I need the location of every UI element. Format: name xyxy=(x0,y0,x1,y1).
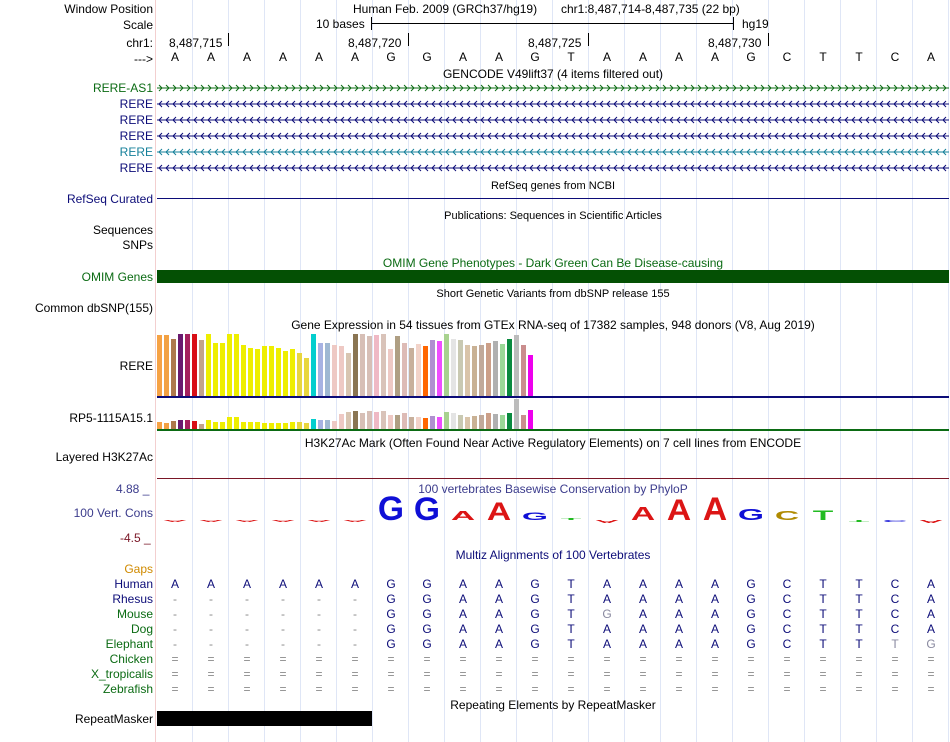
multiz-base: G xyxy=(530,577,540,591)
multiz-base: A xyxy=(638,577,647,591)
gencode-item-label[interactable]: RERE-AS1 xyxy=(92,81,153,95)
multiz-base: = xyxy=(387,682,395,696)
gencode-item-label[interactable]: RERE xyxy=(119,161,153,175)
multiz-base: C xyxy=(890,622,900,636)
multiz-base: = xyxy=(855,667,863,681)
multiz-base: A xyxy=(494,577,503,591)
multiz-base: = xyxy=(639,682,647,696)
multiz-base: C xyxy=(890,607,900,621)
multiz-base: - xyxy=(173,622,177,636)
multiz-base: A xyxy=(458,592,467,606)
conservation-base: A xyxy=(234,519,260,523)
multiz-base: - xyxy=(209,622,213,636)
multiz-base: G xyxy=(746,592,756,606)
multiz-base: A xyxy=(638,607,647,621)
multiz-base: - xyxy=(317,607,321,621)
conservation-base: T xyxy=(848,519,870,523)
multiz-base: A xyxy=(926,622,935,636)
multiz-species-label[interactable]: Rhesus xyxy=(112,592,153,606)
reference-base: A xyxy=(458,50,467,64)
reference-base: A xyxy=(206,50,215,64)
conservation-track-label[interactable]: 100 Vert. Cons xyxy=(73,506,153,520)
multiz-species-label[interactable]: Chicken xyxy=(109,652,153,666)
gtex-track-title: Gene Expression in 54 tissues from GTEx RNA-seq of 17382 samples, 948 donors (V8, Aug 2019) xyxy=(291,318,815,332)
multiz-base: - xyxy=(317,637,321,651)
reference-base: G xyxy=(746,50,756,64)
multiz-base: A xyxy=(602,592,611,606)
multiz-base: A xyxy=(602,622,611,636)
multiz-base: - xyxy=(245,607,249,621)
multiz-base: A xyxy=(674,577,683,591)
multiz-base: = xyxy=(351,652,359,666)
multiz-base: G xyxy=(422,622,432,636)
multiz-base: G xyxy=(926,637,936,651)
conservation-base: A xyxy=(666,492,692,527)
multiz-base: A xyxy=(458,577,467,591)
multiz-species-label[interactable]: Elephant xyxy=(105,637,153,651)
multiz-base: = xyxy=(279,652,287,666)
multiz-base: T xyxy=(567,577,575,591)
multiz-base: - xyxy=(209,637,213,651)
multiz-base: - xyxy=(209,592,213,606)
reference-base: A xyxy=(170,50,179,64)
multiz-base: - xyxy=(173,592,177,606)
conservation-base: T xyxy=(560,517,582,521)
multiz-base: = xyxy=(747,667,755,681)
reference-base: A xyxy=(674,50,683,64)
multiz-base: T xyxy=(819,607,827,621)
conservation-min-label: -4.5 _ xyxy=(120,531,151,545)
multiz-base: = xyxy=(891,667,899,681)
multiz-base: = xyxy=(243,682,251,696)
multiz-base: - xyxy=(209,607,213,621)
multiz-base: = xyxy=(675,682,683,696)
multiz-base: A xyxy=(926,607,935,621)
multiz-base: = xyxy=(207,652,215,666)
conservation-base: C xyxy=(882,519,908,523)
assembly-name: Human Feb. 2009 (GRCh37/hg19) xyxy=(353,2,538,16)
reference-base: A xyxy=(242,50,251,64)
multiz-base: = xyxy=(675,667,683,681)
multiz-base: = xyxy=(459,682,467,696)
multiz-base: - xyxy=(353,637,357,651)
conservation-track-title: 100 vertebrates Basewise Conservation by PhyloP xyxy=(418,482,688,496)
multiz-base: = xyxy=(891,682,899,696)
repeatmasker-track-label[interactable]: RepeatMasker xyxy=(74,712,153,726)
conservation-base: C xyxy=(774,509,800,523)
reference-base: G xyxy=(386,50,396,64)
multiz-base: G xyxy=(746,637,756,651)
multiz-base: = xyxy=(567,667,575,681)
multiz-base: = xyxy=(819,667,827,681)
multiz-base: T xyxy=(567,637,575,651)
multiz-base: G xyxy=(422,637,432,651)
multiz-base: = xyxy=(603,652,611,666)
reference-base: A xyxy=(602,50,611,64)
multiz-base: A xyxy=(638,637,647,651)
reference-base: C xyxy=(890,50,900,64)
multiz-species-label[interactable]: Zebrafish xyxy=(102,682,153,696)
multiz-base: G xyxy=(530,592,540,606)
multiz-base: = xyxy=(207,667,215,681)
multiz-base: - xyxy=(173,607,177,621)
multiz-base: = xyxy=(639,667,647,681)
multiz-base: A xyxy=(710,622,719,636)
multiz-base: = xyxy=(459,667,467,681)
multiz-base: C xyxy=(890,577,900,591)
multiz-base: = xyxy=(819,682,827,696)
multiz-base: A xyxy=(242,577,251,591)
multiz-base: - xyxy=(353,622,357,636)
reference-base: A xyxy=(494,50,503,64)
multiz-base: = xyxy=(567,682,575,696)
gtex-gene-label-rp5[interactable]: RP5-1115A15.1 xyxy=(69,411,153,425)
conservation-base: A xyxy=(450,509,476,523)
multiz-base: G xyxy=(746,607,756,621)
conservation-base: A xyxy=(198,519,224,523)
conservation-base: A xyxy=(486,498,512,526)
multiz-base: G xyxy=(746,622,756,636)
scale-text: 10 bases xyxy=(316,17,365,31)
multiz-base: A xyxy=(710,592,719,606)
gencode-track-title: GENCODE V49lift37 (4 items filtered out) xyxy=(442,67,664,81)
multiz-base: A xyxy=(926,577,935,591)
multiz-base: - xyxy=(245,637,249,651)
multiz-base: = xyxy=(459,652,467,666)
tick-label-4: 8,487,730 xyxy=(708,36,762,50)
multiz-base: G xyxy=(602,607,612,621)
multiz-base: = xyxy=(711,667,719,681)
multiz-base: G xyxy=(530,607,540,621)
conservation-base: A xyxy=(918,518,944,524)
multiz-base: G xyxy=(386,622,396,636)
multiz-base: = xyxy=(819,652,827,666)
multiz-base: = xyxy=(675,652,683,666)
multiz-base: A xyxy=(602,577,611,591)
dbsnp-track-label[interactable]: Common dbSNP(155) xyxy=(34,301,153,315)
multiz-base: T xyxy=(891,637,899,651)
multiz-base: - xyxy=(317,592,321,606)
multiz-base: A xyxy=(602,637,611,651)
repeatmasker-element[interactable] xyxy=(157,711,372,726)
conservation-base: A xyxy=(342,519,368,523)
conservation-base: G xyxy=(413,490,441,527)
multiz-base: = xyxy=(351,682,359,696)
multiz-base: A xyxy=(458,607,467,621)
multiz-base: - xyxy=(281,622,285,636)
publications-track-title: Publications: Sequences in Scientific Articles xyxy=(444,210,662,222)
multiz-base: = xyxy=(783,682,791,696)
multiz-base: T xyxy=(819,592,827,606)
multiz-base: = xyxy=(423,667,431,681)
reference-base: G xyxy=(530,50,540,64)
conservation-base: A xyxy=(594,518,620,524)
multiz-base: A xyxy=(458,637,467,651)
multiz-base: = xyxy=(639,652,647,666)
multiz-base: = xyxy=(531,652,539,666)
conservation-base: A xyxy=(306,519,332,523)
multiz-base: = xyxy=(783,652,791,666)
multiz-base: = xyxy=(927,667,935,681)
multiz-species-label[interactable]: Dog xyxy=(130,622,153,636)
multiz-base: = xyxy=(747,682,755,696)
multiz-base: = xyxy=(171,652,179,666)
multiz-base: T xyxy=(567,592,575,606)
multiz-base: - xyxy=(173,637,177,651)
multiz-base: T xyxy=(819,577,827,591)
multiz-base: = xyxy=(279,667,287,681)
refseq-track-label[interactable]: RefSeq Curated xyxy=(66,192,153,206)
reference-base: T xyxy=(819,50,827,64)
omim-track-label[interactable]: OMIM Genes xyxy=(81,270,153,284)
window-position-label: Window Position xyxy=(64,2,153,16)
multiz-track-title: Multiz Alignments of 100 Vertebrates xyxy=(455,548,651,562)
multiz-base: G xyxy=(386,637,396,651)
h3k27ac-track-label[interactable]: Layered H3K27Ac xyxy=(55,450,153,464)
multiz-base: = xyxy=(855,652,863,666)
reference-base: A xyxy=(710,50,719,64)
conservation-max-label: 4.88 _ xyxy=(116,482,150,496)
multiz-base: G xyxy=(386,577,396,591)
multiz-base: G xyxy=(386,607,396,621)
multiz-base: = xyxy=(171,667,179,681)
multiz-base: = xyxy=(927,682,935,696)
multiz-base: = xyxy=(783,667,791,681)
reference-base: A xyxy=(926,50,935,64)
conservation-base: G xyxy=(521,510,549,523)
multiz-base: = xyxy=(387,667,395,681)
multiz-base: = xyxy=(243,652,251,666)
multiz-base: = xyxy=(315,667,323,681)
multiz-base: - xyxy=(281,607,285,621)
reference-base: A xyxy=(314,50,323,64)
scale-label: Scale xyxy=(122,18,153,32)
multiz-base: T xyxy=(855,622,863,636)
multiz-base: = xyxy=(531,667,539,681)
multiz-base: = xyxy=(603,682,611,696)
refseq-track-title: RefSeq genes from NCBI xyxy=(490,180,616,192)
multiz-base: G xyxy=(422,607,432,621)
multiz-base: A xyxy=(170,577,179,591)
multiz-base: A xyxy=(638,592,647,606)
multiz-base: - xyxy=(245,622,249,636)
multiz-base: - xyxy=(281,592,285,606)
reference-base: A xyxy=(638,50,647,64)
multiz-base: G xyxy=(530,637,540,651)
multiz-base: A xyxy=(674,607,683,621)
multiz-base: G xyxy=(422,592,432,606)
omim-track-title: OMIM Gene Phenotypes - Dark Green Can Be Disease-causing xyxy=(382,256,724,270)
conservation-base: G xyxy=(737,505,765,524)
multiz-base: G xyxy=(530,622,540,636)
multiz-base: C xyxy=(782,622,792,636)
multiz-base: C xyxy=(782,637,792,651)
multiz-base: = xyxy=(207,682,215,696)
multiz-base: = xyxy=(351,667,359,681)
dbsnp-track-title: Short Genetic Variants from dbSNP release 155 xyxy=(436,288,670,300)
multiz-base: T xyxy=(855,637,863,651)
h3k27ac-track-title: H3K27Ac Mark (Often Found Near Active Regulatory Elements) on 7 cell lines from ENCODE xyxy=(304,436,802,450)
multiz-base: = xyxy=(711,682,719,696)
strand-label: ---> xyxy=(134,52,153,66)
multiz-base: G xyxy=(422,577,432,591)
multiz-base: - xyxy=(281,637,285,651)
multiz-base: = xyxy=(495,667,503,681)
multiz-base: A xyxy=(314,577,323,591)
multiz-base: T xyxy=(855,607,863,621)
multiz-base: = xyxy=(171,682,179,696)
multiz-base: A xyxy=(674,592,683,606)
multiz-base: G xyxy=(386,592,396,606)
multiz-base: - xyxy=(245,592,249,606)
position-text[interactable]: chr1:8,487,714-8,487,735 (22 bp) xyxy=(561,2,740,16)
multiz-base: = xyxy=(495,682,503,696)
conservation-base: T xyxy=(812,508,834,524)
multiz-base: A xyxy=(206,577,215,591)
multiz-base: A xyxy=(494,622,503,636)
multiz-base: T xyxy=(855,577,863,591)
multiz-base: - xyxy=(353,607,357,621)
multiz-base: = xyxy=(423,682,431,696)
multiz-base: = xyxy=(747,652,755,666)
multiz-base: = xyxy=(495,652,503,666)
multiz-base: = xyxy=(855,682,863,696)
gencode-item-label[interactable]: RERE xyxy=(119,145,153,159)
tick-label-3: 8,487,725 xyxy=(528,36,582,50)
multiz-base: A xyxy=(638,622,647,636)
multiz-base: T xyxy=(567,622,575,636)
reference-base: T xyxy=(567,50,575,64)
multiz-base: C xyxy=(890,592,900,606)
multiz-base: = xyxy=(711,652,719,666)
multiz-base: C xyxy=(782,592,792,606)
multiz-base: T xyxy=(855,592,863,606)
multiz-base: A xyxy=(710,637,719,651)
multiz-base: = xyxy=(315,652,323,666)
multiz-base: A xyxy=(458,622,467,636)
conservation-base: A xyxy=(162,519,188,523)
conservation-base: G xyxy=(377,489,405,529)
tick-label-2: 8,487,720 xyxy=(348,36,402,50)
multiz-base: = xyxy=(387,652,395,666)
multiz-base: A xyxy=(350,577,359,591)
multiz-base: = xyxy=(243,667,251,681)
multiz-species-label[interactable]: Mouse xyxy=(116,607,153,621)
multiz-gaps-label: Gaps xyxy=(124,562,153,576)
conservation-base: A xyxy=(702,491,728,528)
multiz-base: T xyxy=(819,622,827,636)
gencode-item-label[interactable]: RERE xyxy=(119,113,153,127)
multiz-base: = xyxy=(567,652,575,666)
multiz-base: = xyxy=(423,652,431,666)
reference-base: G xyxy=(422,50,432,64)
reference-base: T xyxy=(855,50,863,64)
tick-label-1: 8,487,715 xyxy=(169,36,223,50)
multiz-base: T xyxy=(819,637,827,651)
conservation-base: A xyxy=(630,503,656,525)
reference-base: A xyxy=(278,50,287,64)
gencode-item-label[interactable]: RERE xyxy=(119,97,153,111)
snps-track-label[interactable]: SNPs xyxy=(122,238,153,252)
multiz-base: A xyxy=(494,607,503,621)
db-name: hg19 xyxy=(742,17,769,31)
sequences-track-label[interactable]: Sequences xyxy=(92,223,153,237)
multiz-base: A xyxy=(278,577,287,591)
multiz-species-label[interactable]: Human xyxy=(114,577,153,591)
multiz-base: - xyxy=(353,592,357,606)
multiz-base: = xyxy=(315,682,323,696)
multiz-base: A xyxy=(674,622,683,636)
multiz-base: = xyxy=(279,682,287,696)
reference-base: A xyxy=(350,50,359,64)
multiz-base: = xyxy=(927,652,935,666)
multiz-base: A xyxy=(926,592,935,606)
multiz-base: G xyxy=(746,577,756,591)
multiz-base: = xyxy=(891,652,899,666)
multiz-base: = xyxy=(531,682,539,696)
multiz-base: T xyxy=(567,607,575,621)
multiz-base: - xyxy=(317,622,321,636)
chrom-label: chr1: xyxy=(126,36,153,50)
multiz-base: A xyxy=(710,577,719,591)
multiz-base: C xyxy=(782,577,792,591)
gtex-gene-label-rere[interactable]: RERE xyxy=(119,359,153,373)
reference-base: C xyxy=(782,50,792,64)
multiz-species-label[interactable]: X_tropicalis xyxy=(90,667,153,681)
multiz-base: A xyxy=(674,637,683,651)
multiz-base: A xyxy=(494,592,503,606)
multiz-base: C xyxy=(782,607,792,621)
multiz-base: = xyxy=(603,667,611,681)
gencode-item-label[interactable]: RERE xyxy=(119,129,153,143)
repeatmasker-track-title: Repeating Elements by RepeatMasker xyxy=(450,698,656,712)
multiz-base: A xyxy=(710,607,719,621)
multiz-base: A xyxy=(494,637,503,651)
conservation-base: A xyxy=(270,519,296,523)
